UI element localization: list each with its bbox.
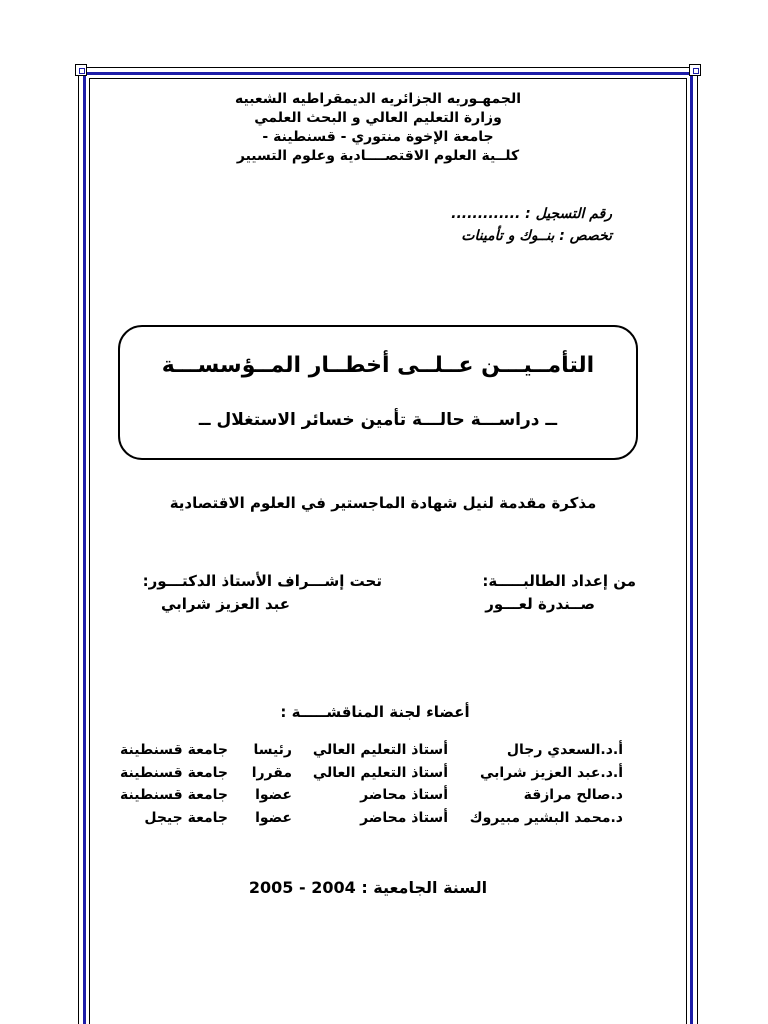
member-role: عضوا	[255, 787, 292, 803]
committee-list	[0, 739, 768, 829]
committee-member-row	[0, 762, 768, 785]
member-rank: أستاذ محاضر	[360, 787, 448, 803]
supervisor-label: تحت إشـــراف الأستاذ الدكتـــور:	[142, 572, 382, 590]
header-line-university: جامعة الإخوة منتوري - قسنطينة -	[262, 129, 494, 145]
member-role: مقررا	[251, 764, 292, 781]
frame-corner-ornament-right	[689, 64, 701, 76]
member-name: أ.د.عبد العزيز شرابي	[479, 764, 623, 781]
member-rank: أستاذ محاضر	[360, 809, 448, 826]
member-name: د.محمد البشير مبيروك	[469, 809, 623, 826]
committee-member-row	[0, 739, 768, 762]
committee-member-row	[0, 784, 768, 807]
member-university: جامعة قسنطينة	[120, 787, 228, 803]
thesis-title-box	[118, 325, 638, 460]
header-line-republic: الجمهـوريه الجزائريه الديمقراطيه الشعبيه	[234, 91, 521, 107]
member-university: جامعة جيجل	[144, 809, 228, 826]
header-line-faculty: كلــية العلوم الاقتصــــادية وعلوم التسيير	[236, 148, 520, 164]
registration-number: رقم التسجيل : .............	[451, 206, 612, 222]
member-role: عضوا	[255, 809, 292, 826]
committee-heading: أعضاء لجنة المناقشـــــة :	[280, 703, 470, 721]
member-name: أ.د.السعدي رجال	[506, 742, 623, 758]
degree-statement: مذكرة مقدمة لنيل شهادة الماجستير في العلوم الاقتصادية	[169, 494, 597, 512]
header-line-ministry: وزارة التعليم العالي و البحث العلمي	[254, 110, 502, 126]
member-name: د.صالح مرازقة	[523, 787, 623, 803]
frame-corner-ornament-left	[75, 64, 87, 76]
thesis-title: التأمــيـــن عــلــى أخطــار المــؤسســـة	[161, 353, 595, 378]
registration-block	[451, 203, 612, 247]
student-name: صــندرة لعـــور	[485, 595, 595, 613]
member-university: جامعة قسنطينة	[120, 764, 228, 781]
member-university: جامعة قسنطينة	[120, 742, 228, 758]
specialty-line: تخصص : بنــوك و تأمينات	[461, 228, 612, 244]
academic-year: السنة الجامعية : 2004 - 2005	[248, 878, 488, 897]
supervisor-name: عبد العزيز شرابي	[160, 595, 290, 613]
member-role: رئيسا	[253, 742, 292, 758]
prepared-by-label: من إعداد الطالبـــــة:	[482, 572, 636, 590]
member-rank: أستاذ التعليم العالي	[312, 742, 448, 758]
institution-header	[100, 90, 656, 166]
committee-member-row	[0, 807, 768, 830]
member-rank: أستاذ التعليم العالي	[312, 764, 448, 781]
thesis-subtitle: ــ دراســـة حالـــة تأمين خسائر الاستغلال ــ	[198, 410, 558, 430]
